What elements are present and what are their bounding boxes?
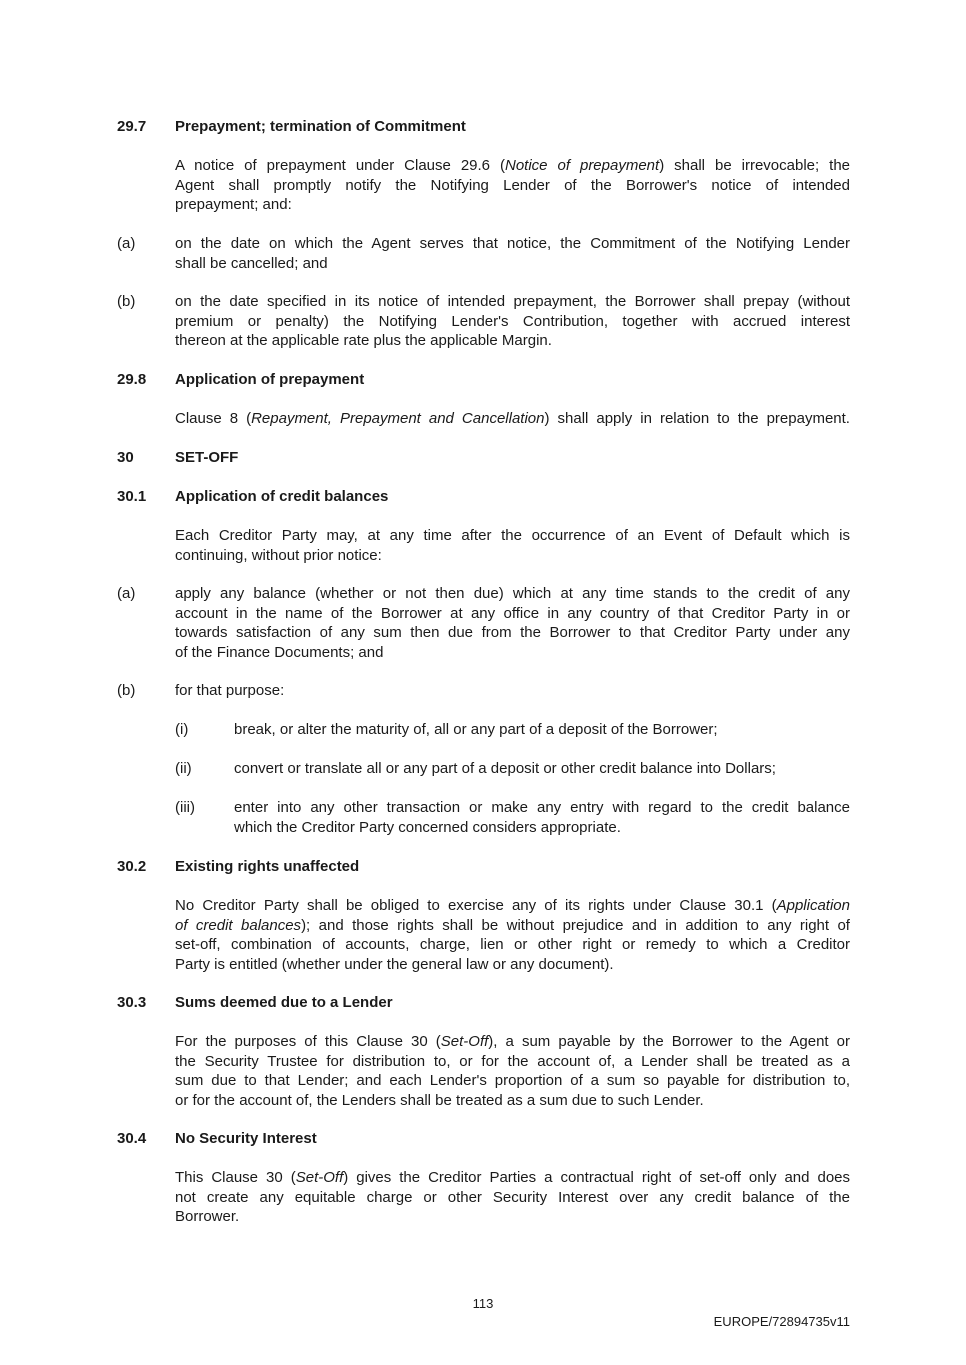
section-heading: Existing rights unaffected bbox=[175, 858, 360, 875]
text-line: set-off, combination of accounts, charge, lien or other right or remedy to which a Creditor bbox=[175, 936, 850, 954]
text-line: prepayment; and: bbox=[175, 196, 292, 214]
text-line: enter into any other transaction or make any entry with regard to the credit balance bbox=[234, 799, 850, 816]
section-number: 29.8 bbox=[117, 371, 147, 388]
list-item-text bbox=[175, 584, 850, 662]
clause-heading: SET-OFF bbox=[175, 449, 239, 466]
paragraph bbox=[175, 156, 850, 215]
document-reference: EUROPE/72894735v11 bbox=[713, 1314, 850, 1329]
paragraph bbox=[175, 526, 850, 565]
paragraph bbox=[175, 896, 850, 974]
paragraph bbox=[175, 409, 850, 429]
text-line: convert or translate all or any part of a deposit or other credit balance into Dollars; bbox=[234, 760, 776, 777]
sublist-label: (ii) bbox=[175, 760, 192, 777]
list-label: (b) bbox=[117, 682, 136, 699]
clause-number: 30 bbox=[117, 449, 134, 466]
sublist-item-text bbox=[234, 720, 850, 740]
list-item-text bbox=[175, 292, 850, 351]
section-number: 29.7 bbox=[117, 118, 147, 135]
page-number: 113 bbox=[472, 1296, 494, 1311]
list-label: (b) bbox=[117, 293, 136, 310]
text-line: account in the name of the Borrower at any office in any country of that Creditor Party in or bbox=[175, 604, 850, 622]
text-line: Party is entitled (whether under the general law or any document). bbox=[175, 955, 614, 973]
text-line: for that purpose: bbox=[175, 682, 285, 699]
text-line: Borrower. bbox=[175, 1208, 240, 1226]
section-heading: No Security Interest bbox=[175, 1130, 317, 1147]
text-line: A notice of prepayment under Clause 29.6 (Notice of prepayment) shall be irrevocable; the bbox=[175, 157, 850, 174]
text-line: Each Creditor Party may, at any time after the occurrence of an Event of Default which is bbox=[175, 527, 850, 544]
text-line: shall be cancelled; and bbox=[175, 254, 328, 272]
text-line: or for the account of, the Lenders shall be treated as a sum due to such Lender. bbox=[175, 1091, 704, 1109]
section-heading: Prepayment; termination of Commitment bbox=[175, 118, 466, 135]
list-item-text bbox=[175, 681, 850, 701]
text-line: towards satisfaction of any sum then due from the Borrower to that Creditor Party under any bbox=[175, 624, 850, 642]
section-number: 30.3 bbox=[117, 994, 147, 1011]
list-label: (a) bbox=[117, 235, 136, 252]
text-line: on the date on which the Agent serves that notice, the Commitment of the Notifying Lender bbox=[175, 235, 850, 252]
text-line: on the date specified in its notice of intended prepayment, the Borrower shall prepay (without bbox=[175, 293, 850, 310]
sublist-label: (iii) bbox=[175, 799, 195, 816]
list-item-text bbox=[175, 234, 850, 273]
section-heading: Sums deemed due to a Lender bbox=[175, 994, 393, 1011]
text-line: premium or penalty) the Notifying Lender's Contribution, together with accrued interest bbox=[175, 312, 850, 330]
text-line: For the purposes of this Clause 30 (Set-Off), a sum payable by the Borrower to the Agent or bbox=[175, 1033, 850, 1050]
text-line: not create any equitable charge or other Security Interest over any credit balance of the bbox=[175, 1188, 850, 1206]
text-line: This Clause 30 (Set-Off) gives the Creditor Parties a contractual right of set-off only and does bbox=[175, 1169, 851, 1186]
text-line: of credit balances); and those rights shall be without prejudice and in addition to any right of bbox=[175, 916, 850, 934]
text-line: the Security Trustee for distribution to, or for the account of, a Lender shall be treated as a bbox=[175, 1052, 850, 1070]
text-line: apply any balance (whether or not then due) which at any time stands to the credit of any bbox=[175, 585, 850, 602]
section-number: 30.2 bbox=[117, 858, 147, 875]
text-line: sum due to that Lender; and each Lender's proportion of a sum so payable for distribution to, bbox=[175, 1072, 850, 1090]
sublist-item-text bbox=[234, 798, 850, 837]
section-heading: Application of prepayment bbox=[175, 371, 365, 388]
sublist-label: (i) bbox=[175, 721, 189, 738]
text-line: No Creditor Party shall be obliged to exercise any of its rights under Clause 30.1 (Application bbox=[175, 897, 850, 914]
text-line: Clause 8 (Repayment, Prepayment and Cancellation) shall apply in relation to the prepayment. bbox=[175, 410, 850, 427]
section-number: 30.1 bbox=[117, 488, 147, 505]
text-line: break, or alter the maturity of, all or any part of a deposit of the Borrower; bbox=[234, 721, 718, 738]
text-line: continuing, without prior notice: bbox=[175, 546, 382, 564]
list-label: (a) bbox=[117, 585, 136, 602]
section-number: 30.4 bbox=[117, 1130, 147, 1147]
paragraph bbox=[175, 1168, 850, 1227]
text-line: which the Creditor Party concerned considers appropriate. bbox=[234, 818, 621, 836]
text-line: thereon at the applicable rate plus the applicable Margin. bbox=[175, 332, 552, 350]
section-heading: Application of credit balances bbox=[175, 488, 389, 505]
text-line: of the Finance Documents; and bbox=[175, 643, 384, 661]
sublist-item-text bbox=[234, 759, 850, 779]
text-line: Agent shall promptly notify the Notifying Lender of the Borrower's notice of intended bbox=[175, 176, 850, 194]
paragraph bbox=[175, 1032, 850, 1110]
